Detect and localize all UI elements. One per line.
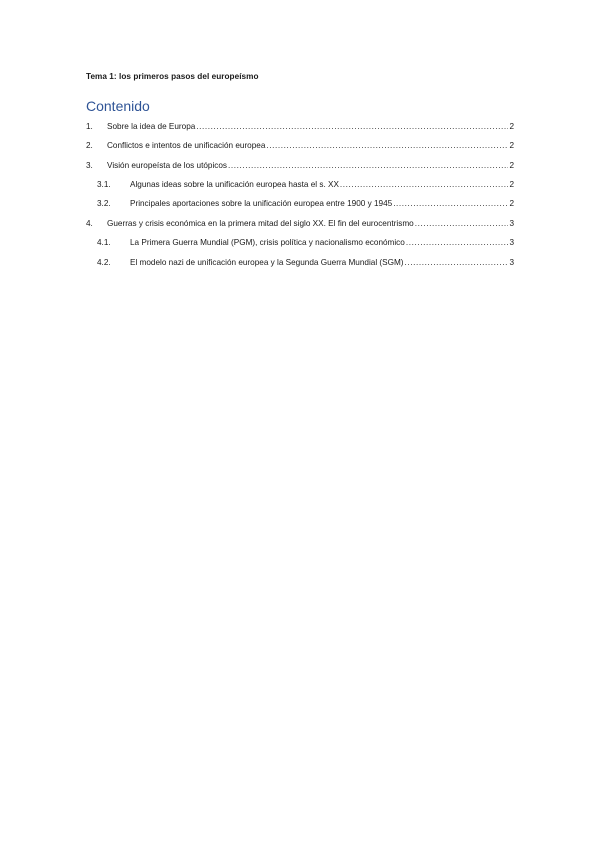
toc-dot-leader bbox=[196, 122, 508, 132]
toc-entry-title: El modelo nazi de unificación europea y la Segunda Guerra Mundial (SGM) bbox=[130, 258, 404, 267]
toc-entry-page: 3 bbox=[509, 238, 514, 247]
toc-dot-leader bbox=[228, 161, 508, 171]
toc-dot-leader bbox=[406, 238, 509, 248]
toc-entry[interactable] bbox=[97, 258, 514, 268]
toc-entry-number: 2. bbox=[86, 141, 93, 150]
toc-entry-title: Algunas ideas sobre la unificación europea hasta el s. XX bbox=[130, 180, 339, 189]
toc-entry-title: Sobre la idea de Europa bbox=[107, 122, 196, 131]
toc-entry-title: La Primera Guerra Mundial (PGM), crisis política y nacionalismo económico bbox=[130, 238, 405, 247]
toc-entry[interactable] bbox=[86, 161, 514, 171]
toc-entry-page: 2 bbox=[509, 122, 514, 131]
toc-entry-number: 3.2. bbox=[97, 199, 111, 208]
toc-entry-number: 3.1. bbox=[97, 180, 111, 189]
toc-entry-number: 3. bbox=[86, 161, 93, 170]
toc-entry[interactable] bbox=[97, 199, 514, 209]
toc-entry[interactable] bbox=[97, 238, 514, 248]
toc-entry[interactable] bbox=[86, 141, 514, 151]
toc-entry[interactable] bbox=[86, 219, 514, 229]
toc-entry-page: 2 bbox=[509, 199, 514, 208]
toc-entry-page: 2 bbox=[509, 161, 514, 170]
toc-entry-title: Visión europeísta de los utópicos bbox=[107, 161, 228, 170]
toc-entry-number: 1. bbox=[86, 122, 93, 131]
toc-entry-number: 4. bbox=[86, 219, 93, 228]
toc-entry-number: 4.2. bbox=[97, 258, 111, 267]
toc-dot-leader bbox=[393, 199, 508, 209]
toc-entry-page: 3 bbox=[509, 258, 514, 267]
toc-entry[interactable] bbox=[86, 122, 514, 132]
toc-dot-leader bbox=[415, 219, 509, 229]
toc-entry[interactable] bbox=[97, 180, 514, 190]
document-title: Tema 1: los primeros pasos del europeísmo bbox=[86, 72, 259, 81]
toc-entry-page: 3 bbox=[509, 219, 514, 228]
toc-entry-page: 2 bbox=[509, 141, 514, 150]
toc-dot-leader bbox=[405, 258, 509, 268]
toc-entry-number: 4.1. bbox=[97, 238, 111, 247]
toc-heading: Contenido bbox=[86, 98, 150, 114]
toc-entry-page: 2 bbox=[509, 180, 514, 189]
toc-dot-leader bbox=[340, 180, 509, 190]
toc-entry-title: Guerras y crisis económica en la primera mitad del siglo XX. El fin del eurocentrismo bbox=[107, 219, 414, 228]
toc-dot-leader bbox=[266, 141, 508, 151]
toc-entry-title: Conflictos e intentos de unificación europea bbox=[107, 141, 266, 150]
toc-entry-title: Principales aportaciones sobre la unificación europea entre 1900 y 1945 bbox=[130, 199, 393, 208]
